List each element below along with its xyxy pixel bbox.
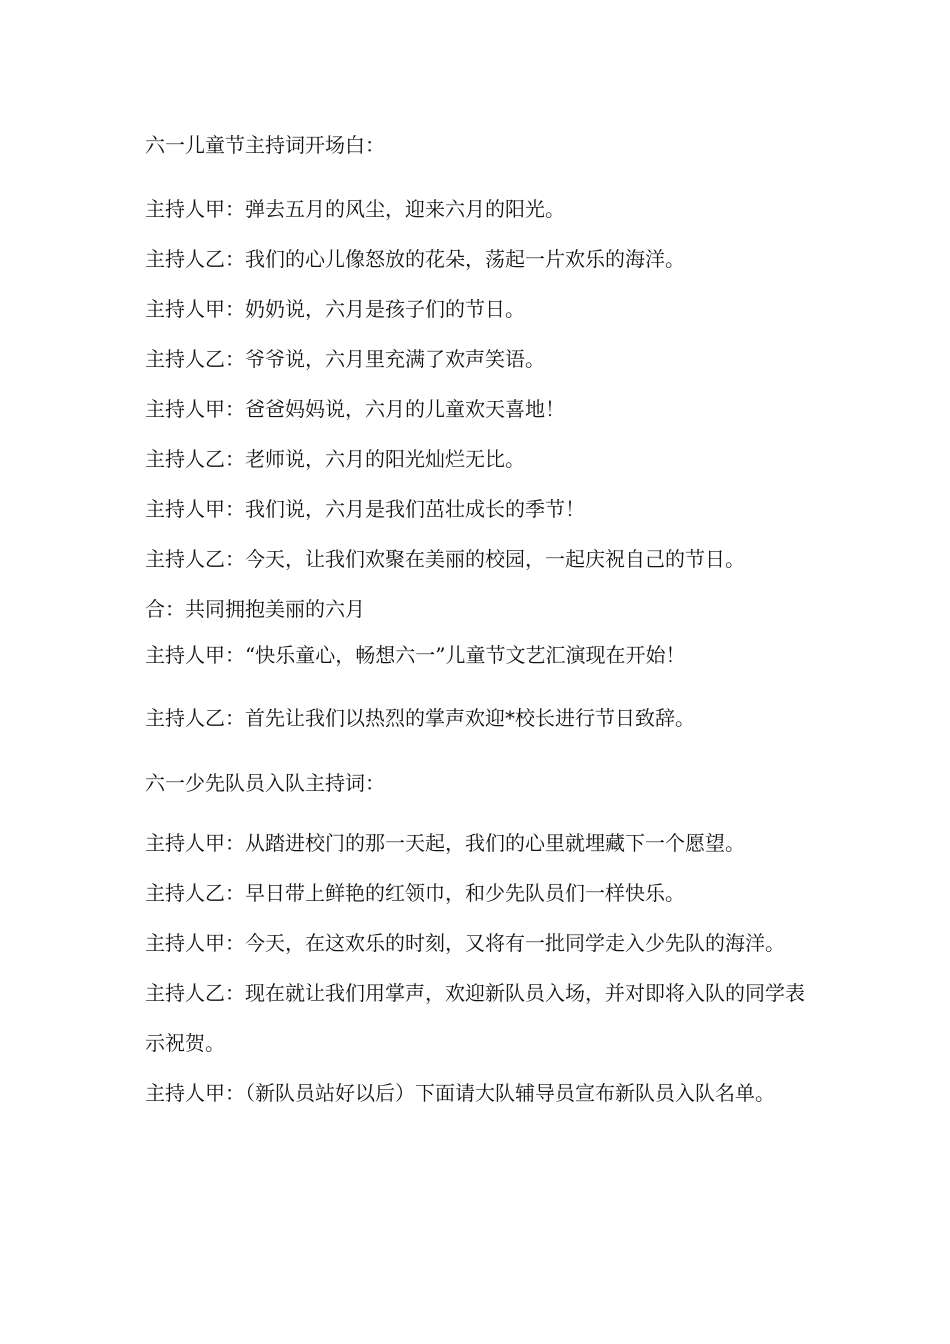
dialogue-line: 主持人甲：“快乐童心，畅想六一”儿童节文艺汇演现在开始！ [145,643,686,667]
dialogue-line: 主持人乙：早日带上鲜艳的红领巾，和少先队员们一样快乐。 [145,881,685,905]
dialogue-line: 主持人甲：弹去五月的风尘，迎来六月的阳光。 [145,197,565,221]
dialogue-line: 主持人甲：（新队员站好以后）下面请大队辅导员宣布新队员入队名单。 [145,1081,775,1105]
section2-body [145,818,815,1118]
dialogue-line: 主持人乙：现在就让我们用掌声，欢迎新队员入场，并对即将入队的同学表示祝贺。 [145,981,805,1055]
section1-closing-line-block [145,693,815,743]
section2-heading-block [145,758,815,808]
dialogue-line: 主持人甲：从踏进校门的那一天起，我们的心里就埋藏下一个愿望。 [145,831,745,855]
dialogue-line: 主持人甲：我们说，六月是我们茁壮成长的季节！ [145,497,585,521]
section1-opening-line-block [145,630,815,680]
dialogue-line: 主持人乙：老师说，六月的阳光灿烂无比。 [145,447,525,471]
section1-heading: 六一儿童节主持词开场白： [145,133,385,157]
section2-heading: 六一少先队员入队主持词： [145,771,385,795]
dialogue-line: 主持人乙：首先让我们以热烈的掌声欢迎*校长进行节日致辞。 [145,706,695,730]
dialogue-line: 主持人甲：奶奶说，六月是孩子们的节日。 [145,297,525,321]
dialogue-line: 主持人甲：爸爸妈妈说，六月的儿童欢天喜地！ [145,397,565,421]
dialogue-line: 主持人甲：今天，在这欢乐的时刻，又将有一批同学走入少先队的海洋。 [145,931,785,955]
section1-body [145,184,815,634]
dialogue-line: 主持人乙：我们的心儿像怒放的花朵，荡起一片欢乐的海洋。 [145,247,685,271]
dialogue-line: 合：共同拥抱美丽的六月 [145,597,365,621]
dialogue-line: 主持人乙：今天，让我们欢聚在美丽的校园，一起庆祝自己的节日。 [145,547,745,571]
dialogue-line: 主持人乙：爷爷说，六月里充满了欢声笑语。 [145,347,545,371]
section1-heading-block [145,120,815,170]
